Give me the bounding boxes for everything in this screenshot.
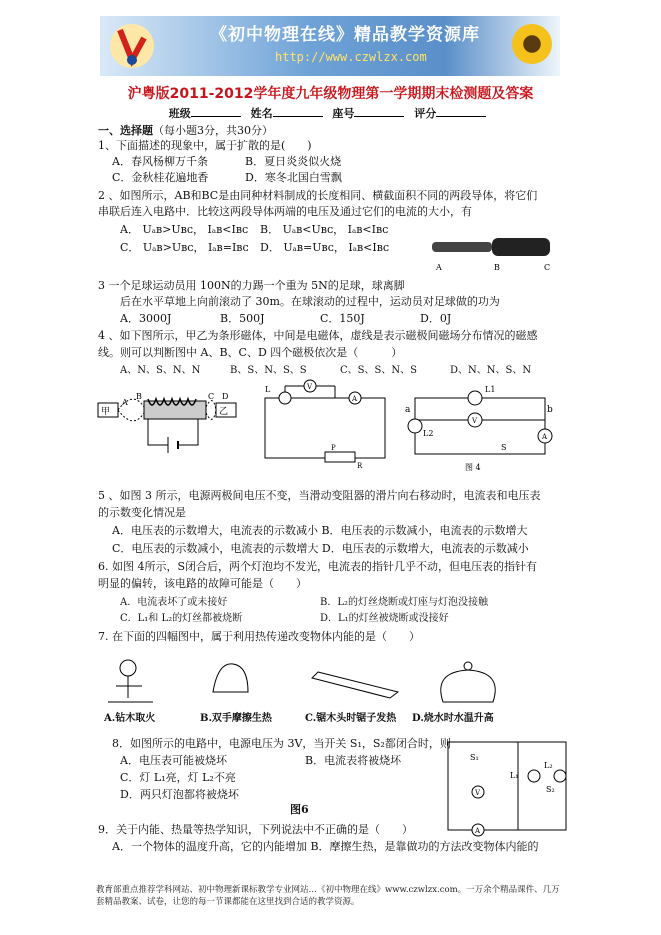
name-label: 姓名 [250,107,273,120]
lamp-l2-label: L2 [423,429,434,438]
q4-option-d[interactable]: D、N、N、S、N [450,365,532,376]
q5-options-ab[interactable]: A．电压表的示数增大，电流表的示数减小 B．电压表的示数减小，电流表的示数增大 [112,524,528,537]
banner-url[interactable]: http://www.czwlzx.com [275,50,427,64]
score-label: 评分 [414,107,437,120]
figure-4-caption: 图 4 [465,463,481,472]
section-heading-text: 一、选择题 [98,124,153,137]
q1-option-c[interactable]: C．金秋桂花遍地香 [112,171,209,184]
conductor-ab [432,242,492,252]
rheostat-label: R [357,462,363,470]
q2-option-b[interactable]: B． Uₐʙ<Uʙᴄ， Iₐʙ<Iʙᴄ [260,223,389,236]
q8-option-c[interactable]: C．灯 L₁亮，灯 L₂不亮 [120,771,236,784]
q3-stem-line2: 后在水平草地上向前滚动了 30m。在球滚动的过程中，运动员对足球做的功为 [120,295,500,308]
q4-option-c[interactable]: C、S、S、N、S [340,365,417,376]
voltmeter-label: V [475,789,481,797]
lamp-l1-icon [468,391,482,405]
conductor-bc [492,238,550,256]
section-heading [98,124,273,138]
q3-option-a[interactable]: A．3000J [120,312,172,325]
q6-option-b[interactable]: B．L₂的灯丝烧断或灯座与灯泡没接触 [320,597,488,608]
section-note: （每小题3分，共30分） [153,124,273,137]
circuit-wire [265,398,385,458]
lamp-label: L [265,385,271,394]
q5-stem-line2: 的示数变化情况是 [98,506,186,519]
q8-option-b[interactable]: B．电流表将被烧坏 [305,754,402,767]
magnet-yi-label: 乙 [219,407,229,417]
q7-option-a[interactable]: A.钻木取火 [104,713,156,724]
pole-b-label: B [136,392,142,401]
q6-option-c[interactable]: C．L₁和 L₂的灯丝都被烧断 [120,613,243,624]
banner-title: 《初中物理在线》精品教学资源库 [210,25,480,45]
q8-stem: 8．如图所示的电路中，电源电压为 3V，当开关 S₁，S₂都闭合时，则 [112,737,451,750]
sawing-wood-icon [312,672,398,698]
page-footer: 教育部重点推荐学科网站、初中物理新课标教学专业网站…《初中物理在线》www.czwlzx.com。一万余个精品课件、几万套精品教案、试卷，让您的每一节课都能在这里找到合适的教学资源。 [96,885,560,907]
seat-label: 座号 [332,107,355,120]
q4-stem-line2: 线。则可以判断图中 A、B、C、D 四个磁极依次是（ ） [98,346,403,359]
pole-d-label: D [222,392,229,401]
name-blank[interactable] [273,106,323,117]
pole-c-label: C [208,392,215,401]
q3-stem-line1: 3 一个足球运动员用 100N的力踢一个重为 5N的足球，球离脚 [98,279,405,292]
site-logo [106,20,158,72]
kettle-icon [441,662,495,702]
q7-stem: 7. 在下面的四幅图中，属于利用热传递改变物体内能的是（ ） [98,630,420,643]
figure-3-circuit [245,378,395,470]
q2-option-d[interactable]: D． Uₐʙ=Uʙᴄ， Iₐʙ<Iʙᴄ [260,241,390,254]
fig-label-b: B [494,263,500,272]
fig-label-c: C [544,263,551,272]
lamp-l2-label: L₂ [544,761,553,770]
q6-stem-line1: 6. 如图 4所示，S闭合后，两个灯泡均不发光，电流表的指针几乎不动，但电压表的指针有 [98,560,538,573]
q7-option-c[interactable]: C.锯木头时锯子发热 [305,713,397,724]
switch-s1-label: S₁ [470,753,479,762]
lamp-l1-label: L₁ [510,771,519,780]
class-blank[interactable] [191,106,241,117]
q7-option-b[interactable]: B.双手摩擦生热 [200,713,272,724]
lamp-icon [279,392,291,404]
q8-option-d[interactable]: D．两只灯泡都将被烧坏 [120,788,239,801]
q5-options-cd[interactable]: C．电压表的示数减小，电流表的示数增大 D．电压表的示数增大，电流表的示数减小 [112,542,529,555]
score-blank[interactable] [436,106,486,117]
q2-stem-line2: 串联后连入电路中．比较这两段导体两端的电压及通过它们的电流的大小，有 [98,205,472,218]
pole-a-label: A [122,398,128,407]
header-banner [100,16,560,76]
q1-option-a[interactable]: A．春风杨柳万千条 [112,155,208,168]
q2-option-c[interactable]: C． Uₐʙ>Uʙᴄ， Iₐʙ=Iʙᴄ [120,241,249,254]
q2-stem-line1: 2 、如图所示，AB和BC是由同种材料制成的长度相同、横截面积不同的两段导体，将它们 [98,189,538,202]
q3-option-d[interactable]: D．0J [420,312,452,325]
ammeter-label: A [352,395,358,403]
q4-option-b[interactable]: B、S、N、S、S [230,365,307,376]
fig-label-a: A [436,263,442,272]
figure-6-circuit [440,736,570,836]
sunflower-icon [512,24,552,64]
node-a-label: a [405,405,411,415]
q3-option-b[interactable]: B．500J [220,312,265,325]
switch-s2-label: S₂ [546,785,555,794]
figure-6-caption: 图6 [290,803,309,816]
q1-option-d[interactable]: D．寒冬北国白雪飘 [245,171,342,184]
page-title: 沪粤版2011-2012学年度九年级物理第一学期期末检测题及答案 [127,86,534,102]
rheostat-icon [325,452,355,462]
q3-option-c[interactable]: C．150J [320,312,365,325]
switch-label: S [501,443,507,452]
electromagnet-figure [98,385,238,465]
seat-blank[interactable] [354,106,404,117]
magnet-jia-label: 甲 [101,407,111,417]
q1-option-b[interactable]: B．夏日炎炎似火烧 [245,155,342,168]
q2-conductor-figure [430,232,560,276]
q8-option-a[interactable]: A．电压表可能被烧坏 [120,754,227,767]
voltmeter-label: V [472,417,478,425]
q7-illustrations [98,652,508,712]
coil-wires [148,419,198,445]
lamp-l2-icon [408,419,422,433]
circuit-wire [415,398,545,454]
q9-stem: 9．关于内能、热量等热学知识，下列说法中不正确的是（ ） [98,823,413,836]
q4-option-a[interactable]: A、N、S、N、N [120,365,201,376]
q6-option-d[interactable]: D．L₁的灯丝被烧断或没接好 [320,613,449,624]
ammeter-label: A [475,827,481,835]
q2-option-a[interactable]: A． Uₐʙ>Uʙᴄ， Iₐʙ<Iʙᴄ [120,223,249,236]
q4-stem-line1: 4 、如下图所示，甲乙为条形磁体，中间是电磁体，虚线是表示磁极间磁场分布情况的磁感 [98,329,538,342]
slider-label: P [331,444,336,452]
drilling-wood-icon [108,660,153,702]
lamp-l2-icon [554,770,566,782]
q6-stem-line2: 明显的偏转，该电路的故障可能是（ ） [98,577,307,590]
ammeter-label: A [542,433,548,441]
lamp-l1-label: L1 [485,385,496,394]
voltmeter-label: V [307,383,313,391]
q5-stem-line1: 5 、如图 3 所示，电源两极间电压不变，当滑动变阻器的滑片向右移动时，电流表和电压表 [98,489,541,502]
class-label: 班级 [168,107,191,120]
lamp-l1-icon [528,770,540,782]
rubbing-hands-icon [213,664,248,692]
q6-option-a[interactable]: A．电流表坏了或未接好 [120,597,228,608]
q1-stem: 1、下面描述的现象中，属于扩散的是( ) [98,139,312,152]
figure-4-circuit [405,378,555,474]
q9-options-ab[interactable]: A．一个物体的温度升高，它的内能增加 B．摩擦生热，是靠做功的方法改变物体内能的 [112,840,539,853]
student-info-line [0,105,661,121]
q7-option-d[interactable]: D.烧水时水温升高 [412,713,494,724]
node-b-label: b [547,405,553,415]
